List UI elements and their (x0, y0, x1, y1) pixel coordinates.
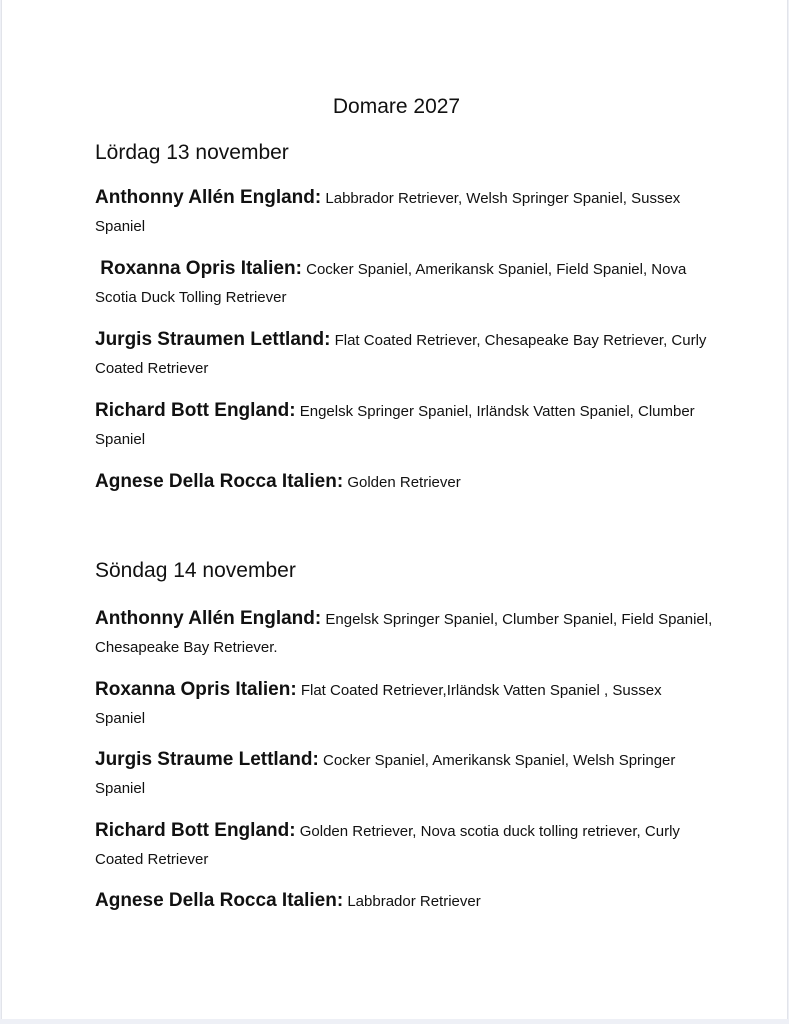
document-title: Domare 2027 (332, 95, 461, 118)
judge-name: Jurgis Straumen Lettland: (95, 329, 331, 350)
judge-entry (95, 184, 715, 241)
judge-entry (95, 817, 715, 874)
judge-entry (95, 746, 715, 803)
breed-list: Flat Coated Retriever,Irländsk Vatten Spaniel , Sussex Spaniel (95, 682, 662, 727)
breed-list: Engelsk Springer Spaniel, Clumber Spaniel, Field Spaniel, Chesapeake Bay Retriever. (95, 611, 713, 656)
breed-list: Labbrador Retriever (347, 893, 481, 910)
breed-list: Engelsk Springer Spaniel, Irländsk Vatten Spaniel, Clumber Spaniel (95, 403, 695, 448)
judge-name: Roxanna Opris Italien: (95, 679, 297, 700)
judge-name: Agnese Della Rocca Italien: (95, 471, 344, 492)
breed-list: Cocker Spaniel, Amerikansk Spaniel, Field Spaniel, Nova Scotia Duck Tolling Retriever (95, 261, 687, 306)
judge-name: Anthonny Allén England: (95, 187, 322, 208)
judge-name: Agnese Della Rocca Italien: (95, 890, 344, 911)
judge-name: Anthonny Allén England: (95, 608, 322, 629)
judge-entry (95, 605, 715, 662)
judge-entry (95, 397, 715, 454)
judge-entry (95, 676, 715, 733)
judge-name: Richard Bott England: (95, 400, 296, 421)
day-heading-saturday: Lördag 13 november (95, 141, 289, 164)
judge-name: Roxanna Opris Italien: (95, 258, 302, 279)
day-heading-sunday: Söndag 14 november (95, 559, 296, 582)
breed-list: Golden Retriever, Nova scotia duck tolling retriever, Curly Coated Retriever (95, 823, 680, 868)
breed-list: Flat Coated Retriever, Chesapeake Bay Retriever, Curly Coated Retriever (95, 332, 707, 377)
judge-name: Jurgis Straume Lettland: (95, 749, 319, 770)
judge-entry (95, 887, 715, 916)
document-page (1, 0, 788, 1019)
breed-list: Labbrador Retriever, Welsh Springer Spaniel, Sussex Spaniel (95, 190, 681, 235)
judge-name: Richard Bott England: (95, 820, 296, 841)
judge-entry (95, 326, 715, 383)
judge-entry (95, 255, 715, 312)
judge-entry (95, 468, 715, 497)
breed-list: Golden Retriever (347, 474, 461, 491)
breed-list: Cocker Spaniel, Amerikansk Spaniel, Welsh Springer Spaniel (95, 752, 676, 797)
